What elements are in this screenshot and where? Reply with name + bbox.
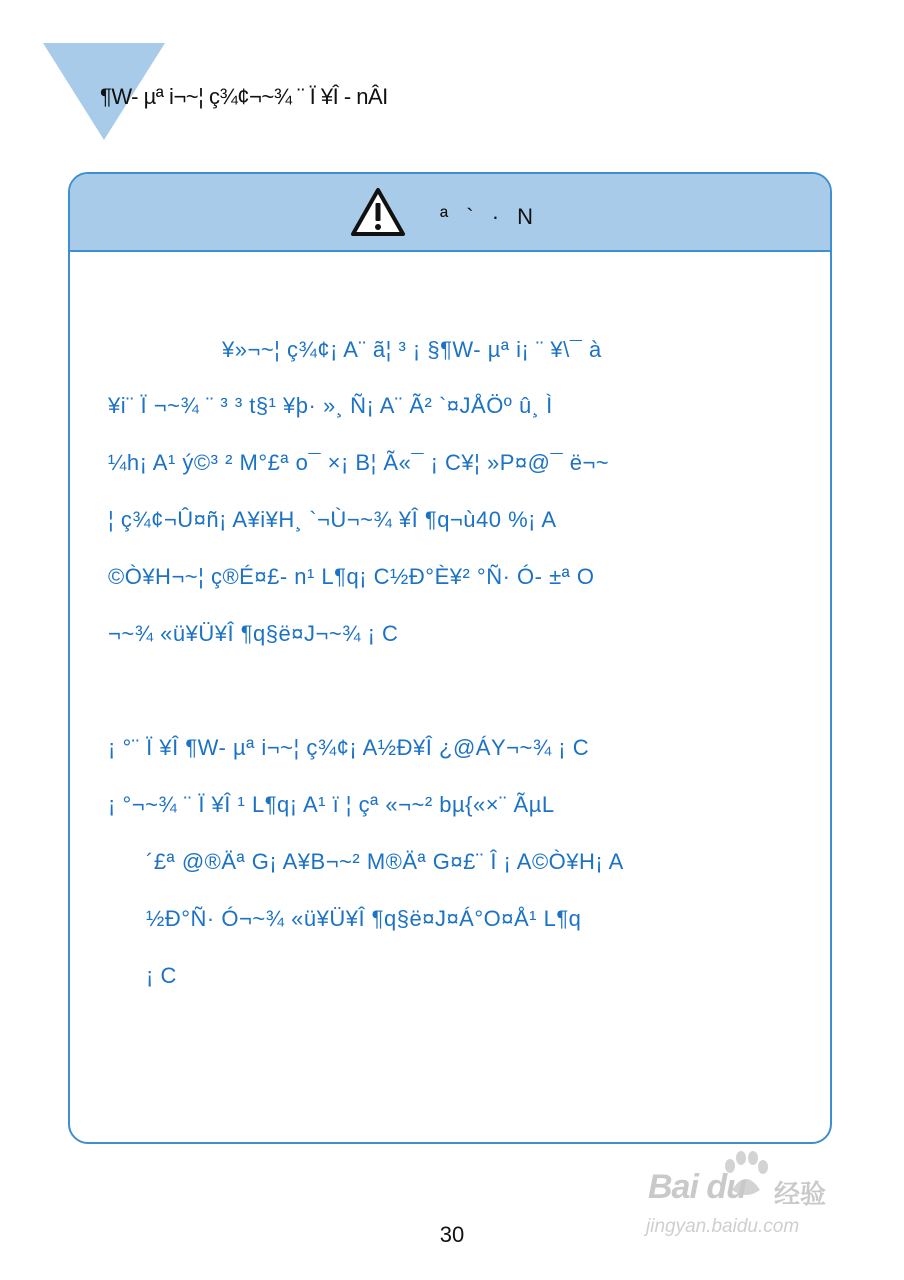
- watermark-url: jingyan.baidu.com: [646, 1216, 800, 1237]
- page-number: 30: [439, 1222, 465, 1247]
- warning-box-header: [70, 174, 830, 252]
- warning-line: ¼h¡ A¹ ý©³ ² M°£ª o¯ ×¡ B¦ Ã«¯ ¡ C¥¦ »P¤@¯ ë¬~: [108, 450, 610, 475]
- baidu-watermark: [640, 1150, 870, 1250]
- warning-line: ¡ °¬~¾ ¨ Ï ¥Î ¹ L¶q¡ A¹ ï ¦ çª «¬~² bµ{«×¨ ÃµL: [108, 792, 555, 817]
- warning-line: ¦ ç¾¢¬Û¤ñ¡ A¥i¥H¸ `¬Ù¬~¾ ¥Î ¶q¬ù40 %¡ A: [108, 507, 557, 532]
- warning-box: [68, 172, 832, 1144]
- warning-triangle-icon: [350, 187, 406, 237]
- warning-line: ¬~¾ «ü¥Ü¥Î ¶q§ë¤J¬~¾ ¡ C: [108, 621, 399, 646]
- watermark-brand: 经验: [774, 1179, 827, 1209]
- page-header: ¶W- µª i¬~¦ ç¾¢¬~¾ ¨ Ï ¥Î - nÂI: [100, 84, 388, 109]
- warning-line: ½Ð°Ñ· Ó¬~¾ «ü¥Ü¥Î ¶q§ë¤J¤Á°O¤Å¹ L¶q: [146, 906, 582, 931]
- warning-line: ¡ C: [146, 963, 177, 988]
- warning-line: ¥»¬~¦ ç¾¢¡ A¨ ã¦ ³ ¡ §¶W- µª i¡ ¨ ¥\¯ à: [222, 337, 602, 362]
- warning-title: ª ` · N: [440, 204, 540, 229]
- warning-line: ¡ °¨ Ï ¥Î ¶W- µª i¬~¦ ç¾¢¡ A½Ð¥Î ¿@ÁY¬~¾ ¡ C: [108, 735, 590, 760]
- watermark-logo: Bai du: [648, 1168, 746, 1206]
- warning-line: ©Ò¥H¬~¦ ç®É¤£- n¹ L¶q¡ C½Ð°È¥² °Ñ· Ó- ±ª O: [108, 564, 595, 589]
- warning-line: ¥i¨ Ï ¬~¾ ¨ ³ ³ t§¹ ¥þ· »¸ Ñ¡ A¨ Ã² `¤JÅÖº û¸ Ì: [108, 393, 553, 418]
- warning-line: ´£ª @®Äª G¡ A¥B¬~² M®Äª G¤£¨ Î ¡ A©Ò¥H¡ A: [146, 849, 624, 874]
